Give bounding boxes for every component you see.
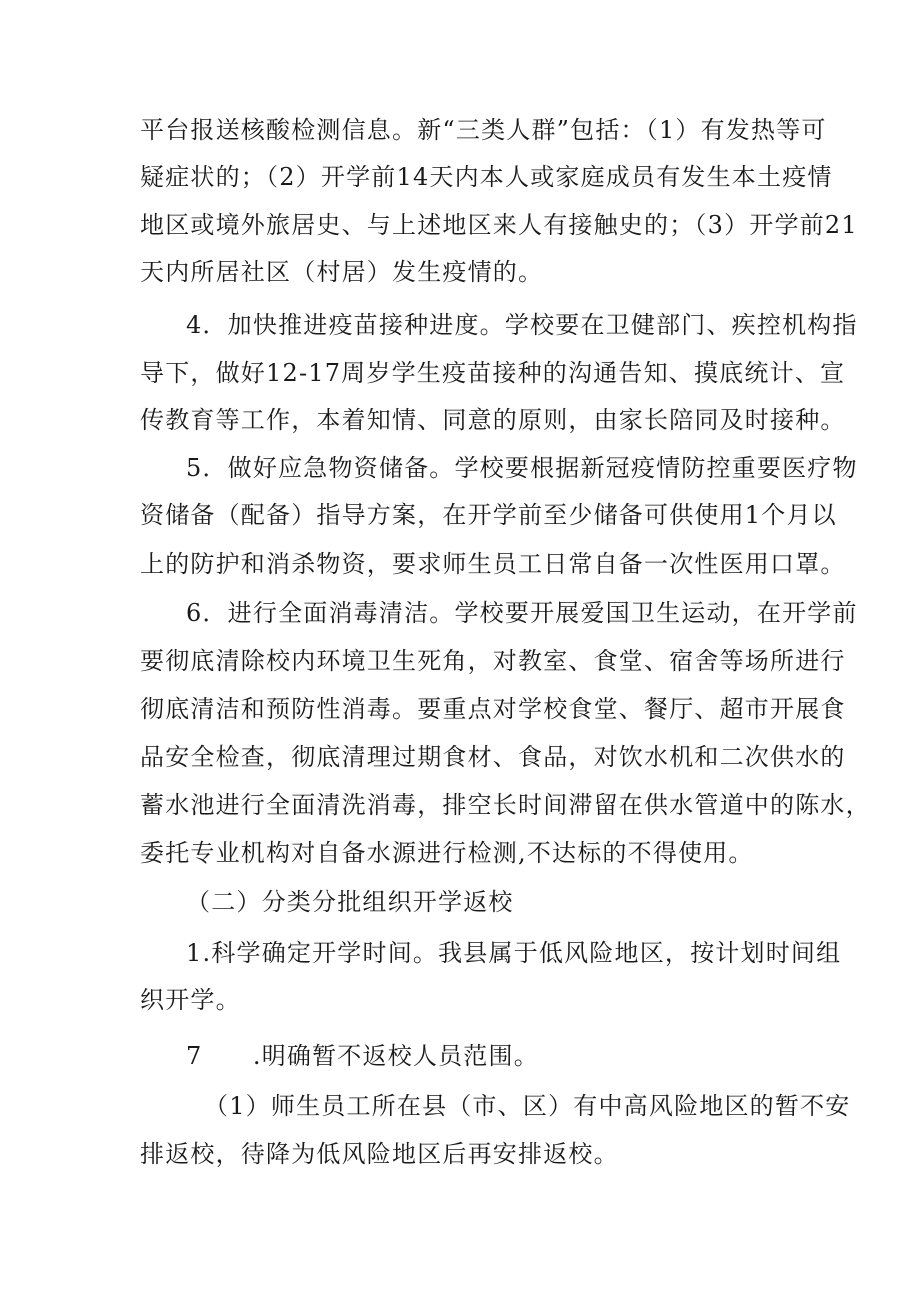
text-line: 地区或境外旅居史、与上述地区来人有接触史的；（3）开学前21 — [140, 211, 858, 239]
text-line: 要彻底清除校内环境卫生死角，对教室、食堂、宿舍等场所进行 — [140, 647, 846, 675]
text-line: 平台报送核酸检测信息。新“三类人群”包括：（1）有发热等可 — [140, 116, 827, 144]
text-line: 6．进行全面消毒清洁。学校要开展爱国卫生运动，在开学前 — [186, 599, 858, 627]
text-line: 排返校，待降为低风险地区后再安排返校。 — [140, 1140, 619, 1168]
text-line: 资储备（配备）指导方案，在开学前至少储备可供使用1个月以 — [140, 501, 837, 529]
text-line: 7 .明确暂不返校人员范围。 — [186, 1042, 539, 1070]
section-heading: （二）分类分批组织开学返校 — [186, 888, 514, 916]
text-line: 品安全检查，彻底清理过期食材、食品，对饮水机和二次供水的 — [140, 743, 846, 771]
text-line: 导下，做好12-17周岁学生疫苗接种的沟通告知、摸底统计、宣 — [140, 359, 846, 387]
text-line: 天内所居社区（村居）发生疫情的。 — [140, 258, 544, 286]
text-line: 传教育等工作，本着知情、同意的原则，由家长陪同及时接种。 — [140, 406, 846, 434]
text-line: 5．做好应急物资储备。学校要根据新冠疫情防控重要医疗物 — [186, 454, 858, 482]
text-line: 彻底清洁和预防性消毒。要重点对学校食堂、餐厅、超市开展食 — [140, 695, 846, 723]
text-line: 蓄水池进行全面清洗消毒，排空长时间滞留在供水管道中的陈水， — [140, 791, 871, 819]
text-line: 1.科学确定开学时间。我县属于低风险地区，按计划时间组 — [186, 939, 842, 967]
text-line: 织开学。 — [140, 986, 241, 1014]
text-line: （1）师生员工所在县（市、区）有中高风险地区的暂不安 — [204, 1092, 851, 1120]
text-line: 疑症状的；（2）开学前14天内本人或家庭成员有发生本土疫情 — [140, 163, 833, 191]
text-line: 上的防护和消杀物资，要求师生员工日常自备一次性医用口罩。 — [140, 550, 846, 578]
text-line: 4．加快推进疫苗接种进度。学校要在卫健部门、疾控机构指 — [186, 311, 858, 339]
text-line: 委托专业机构对自备水源进行检测,不达标的不得使用。 — [140, 839, 754, 867]
